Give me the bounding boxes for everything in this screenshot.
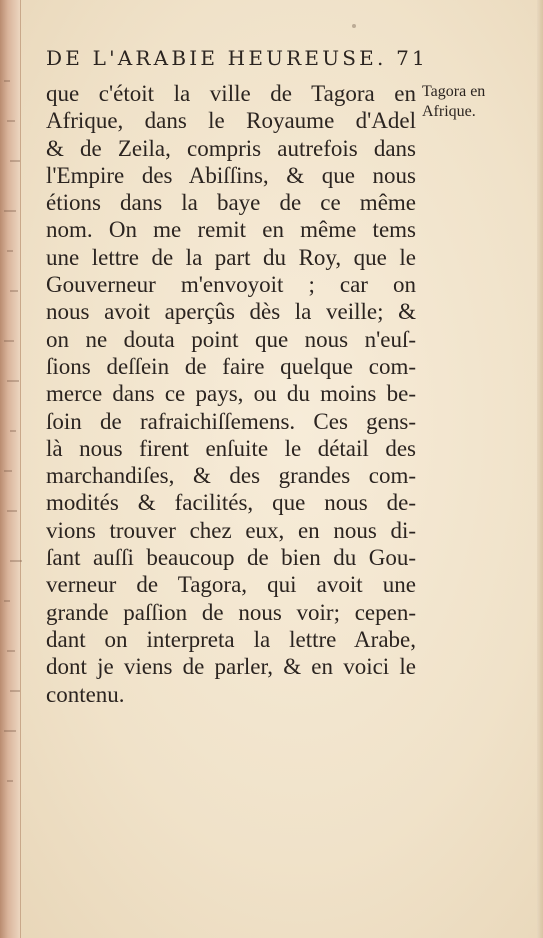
text-line: Gouverneur m'envoyoit ; car on: [46, 272, 416, 298]
show-through-mark: [7, 380, 19, 382]
show-through-mark: [7, 780, 13, 782]
show-through-mark: [10, 160, 20, 162]
text-line: vions trouver chez eux, en nous di-: [46, 517, 416, 543]
show-through-mark: [10, 290, 18, 292]
show-through-mark: [4, 210, 16, 212]
show-through-mark: [7, 120, 15, 122]
marginal-note-line-1: Tagora en: [422, 83, 486, 100]
show-through-mark: [7, 250, 13, 252]
show-through-mark: [4, 730, 16, 732]
show-through-mark: [4, 470, 12, 472]
show-through-marks: [0, 60, 34, 820]
text-line: étions dans la baye de ce même: [46, 190, 416, 216]
show-through-mark: [10, 430, 16, 432]
text-line: grande paſſion de nous voir; cepen-: [46, 599, 416, 625]
text-line: une lettre de la part du Roy, que le: [46, 244, 416, 270]
text-line: nous avoit aperçûs dès la veille; &: [46, 299, 416, 325]
show-through-mark: [4, 600, 10, 602]
text-line: verneur de Tagora, qui avoit une: [46, 572, 416, 598]
text-line: on ne douta point que nous n'euſ-: [46, 326, 416, 352]
text-line: que c'étoit la ville de Tagora en: [46, 81, 416, 106]
show-through-mark: [7, 650, 15, 652]
text-line: contenu.: [46, 681, 125, 707]
paper-speck: [352, 24, 356, 28]
page-right-edge: [537, 0, 543, 938]
text-line: Afrique, dans le Royaume d'Adel: [46, 108, 416, 134]
text-line: & de Zeila, compris autrefois dans: [46, 135, 416, 161]
marginal-note: [422, 82, 522, 122]
running-head: DE L'ARABIE HEUREUSE. 71: [46, 46, 428, 70]
show-through-mark: [7, 510, 17, 512]
show-through-mark: [4, 340, 14, 342]
text-line: ſoin de rafraichiſſemens. Ces gens-: [46, 408, 416, 434]
text-line: l'Empire des Abiſſins, & que nous: [46, 162, 416, 188]
show-through-mark: [10, 690, 20, 692]
text-line: dont je viens de parler, & en voici le: [46, 654, 416, 680]
text-line: merce dans ce pays, ou du moins be-: [46, 381, 416, 407]
text-line: ſions deſſein de faire quelque com-: [46, 353, 416, 379]
body-text: [46, 80, 416, 708]
text-line: marchandiſes, & des grandes com-: [46, 463, 416, 489]
text-line: dant on interpreta la lettre Arabe,: [46, 626, 416, 652]
text-line: nom. On me remit en même tems: [46, 217, 416, 243]
show-through-mark: [10, 560, 22, 562]
text-line: ſant auſſi beaucoup de bien du Gou-: [46, 545, 416, 571]
marginal-note-line-2: Afrique.: [422, 103, 476, 120]
text-line: modités & facilités, que nous de-: [46, 490, 416, 516]
show-through-mark: [4, 80, 10, 82]
text-line: là nous firent enſuite le détail des: [46, 435, 416, 461]
